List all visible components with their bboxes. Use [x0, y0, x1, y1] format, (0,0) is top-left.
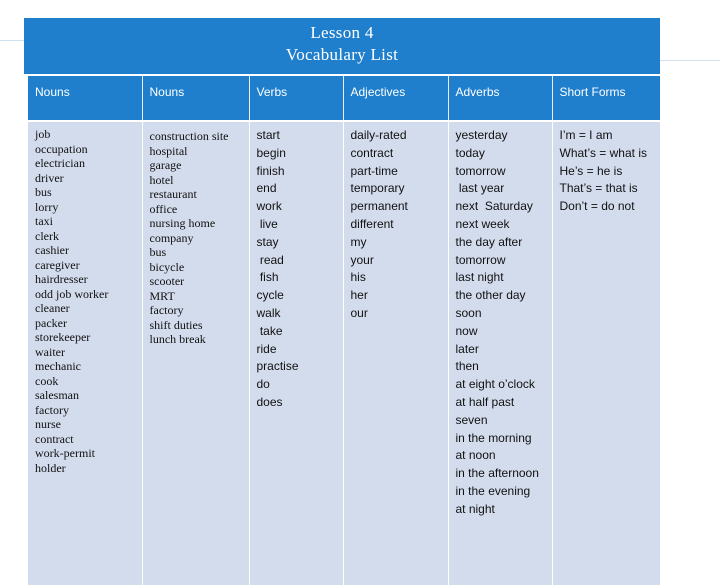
list-item: different [350, 216, 394, 231]
list-item: lunch break [149, 332, 206, 346]
list-item: That’s = that is [559, 181, 638, 196]
list-item: take [256, 323, 283, 338]
list-item: last night [455, 270, 504, 285]
list-item: temporary [350, 181, 405, 196]
list-item: occupation [35, 141, 88, 156]
list-item: contract [35, 431, 74, 446]
list-item: bicycle [149, 259, 185, 274]
title-banner [24, 18, 660, 74]
list-item: at half past [455, 394, 515, 409]
list-item: the other day [455, 288, 526, 303]
list-item: live [256, 216, 278, 231]
list-item: my [350, 234, 367, 249]
list-item: job [35, 127, 51, 141]
list-item: now [455, 323, 478, 338]
list-item: cashier [35, 243, 69, 257]
list-item: in the morning [455, 430, 532, 445]
column-header-nouns-2: Nouns [142, 76, 249, 121]
list-item: finish [256, 163, 285, 178]
list-title: Vocabulary List [285, 45, 399, 64]
list-item: packer [35, 315, 67, 330]
list-item: Don’t = do not [559, 199, 635, 214]
list-item: holder [35, 460, 66, 475]
list-item: seven [455, 412, 488, 427]
list-item: nursing home [149, 216, 216, 230]
list-item: stay [256, 234, 279, 249]
list-item: office [149, 201, 178, 216]
decorative-line-right [660, 60, 720, 61]
list-item: work-permit [35, 446, 95, 460]
list-item: electrician [35, 156, 85, 170]
list-item: garage [149, 158, 182, 172]
list-item: last year [455, 181, 505, 196]
nouns-2-list [150, 129, 249, 347]
list-item: factory [149, 303, 184, 317]
short-forms-list [560, 127, 661, 216]
list-item: read [256, 252, 284, 267]
list-item: shift duties [149, 317, 203, 332]
list-item: MRT [149, 288, 175, 303]
list-item: odd job worker [35, 286, 109, 301]
column-header-adjectives: Adjectives [343, 76, 448, 121]
list-item: cycle [256, 288, 284, 303]
list-item: factory [35, 402, 69, 417]
list-item: next week [455, 216, 510, 231]
list-item: tomorrow [455, 163, 506, 178]
list-item: taxi [35, 214, 53, 228]
column-header-short-forms: Short Forms [552, 76, 660, 121]
list-item: salesman [35, 388, 79, 402]
list-item: What’s = what is [559, 145, 647, 160]
list-item: practise [256, 359, 299, 374]
list-item: later [455, 341, 479, 356]
list-item: her [350, 288, 368, 303]
list-item: hairdresser [35, 272, 88, 286]
list-item: next Saturday [455, 199, 533, 214]
list-item: our [350, 305, 368, 320]
list-item: your [350, 252, 374, 267]
list-item: waiter [35, 344, 65, 359]
list-item: hospital [149, 143, 188, 158]
vocabulary-table [28, 76, 660, 585]
verbs-list [257, 127, 343, 412]
list-item: begin [256, 145, 286, 160]
list-item: do [256, 377, 270, 392]
list-item: hotel [149, 172, 174, 187]
list-item: bus [35, 185, 52, 199]
adverbs-cell [448, 121, 552, 585]
list-item: work [256, 199, 282, 214]
list-item: in the afternoon [455, 466, 539, 481]
list-item: does [256, 394, 283, 409]
list-item: lorry [35, 199, 59, 214]
list-item: walk [256, 305, 281, 320]
list-item: at eight o’clock [455, 377, 535, 392]
adjectives-list [351, 127, 448, 323]
decorative-line-top [0, 40, 24, 41]
list-item: cook [35, 373, 59, 388]
nouns-2-cell [142, 121, 249, 585]
list-item: restaurant [149, 187, 197, 201]
list-item: end [256, 181, 277, 196]
list-item: tomorrow [455, 252, 506, 267]
list-item: daily-rated [350, 128, 407, 142]
list-item: construction site [149, 129, 229, 143]
list-item: He’s = he is [559, 163, 623, 178]
list-item: ride [256, 341, 277, 356]
list-item: yesterday [455, 128, 508, 142]
lesson-title: Lesson 4 [310, 23, 374, 42]
nouns-1-list [35, 127, 142, 475]
adjectives-cell [343, 121, 448, 585]
list-item: contract [350, 145, 394, 160]
list-item: permanent [350, 199, 408, 214]
list-item: cleaner [35, 301, 70, 315]
column-header-adverbs: Adverbs [448, 76, 552, 121]
nouns-1-cell [28, 121, 142, 585]
table-row [28, 121, 660, 585]
table-header-row [28, 76, 660, 121]
list-item: I’m = I am [559, 128, 613, 142]
list-item: clerk [35, 228, 59, 243]
list-item: start [256, 128, 280, 142]
list-item: his [350, 270, 366, 285]
list-item: scooter [149, 274, 185, 288]
list-item: soon [455, 305, 482, 320]
list-item: at night [455, 501, 495, 516]
list-item: part-time [350, 163, 398, 178]
list-item: in the evening [455, 483, 531, 498]
verbs-cell [249, 121, 343, 585]
list-item: driver [35, 170, 64, 185]
list-item: bus [149, 245, 167, 259]
list-item: mechanic [35, 359, 81, 373]
list-item: company [149, 230, 194, 245]
list-item: at noon [455, 448, 496, 463]
list-item: nurse [35, 417, 61, 431]
short-forms-cell [552, 121, 660, 585]
column-header-nouns-1: Nouns [28, 76, 142, 121]
list-item: today [455, 145, 485, 160]
list-item: then [455, 359, 479, 374]
adverbs-list [456, 127, 552, 519]
list-item: storekeeper [35, 330, 91, 344]
list-item: the day after [455, 234, 523, 249]
list-item: caregiver [35, 257, 80, 272]
list-item: fish [256, 270, 279, 285]
column-header-verbs: Verbs [249, 76, 343, 121]
